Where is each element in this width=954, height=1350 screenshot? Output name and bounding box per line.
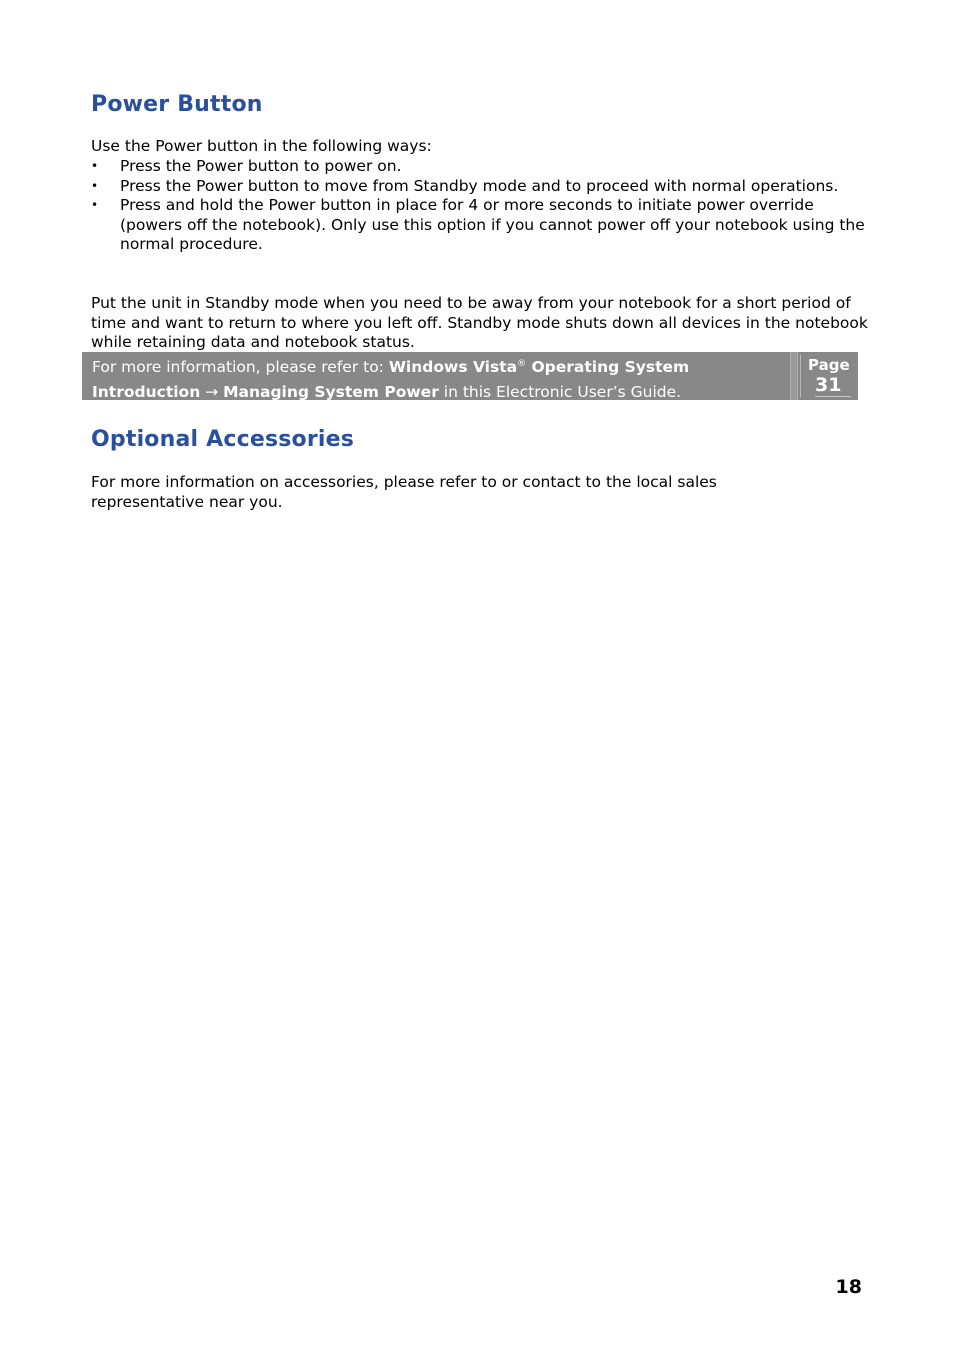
reference-box (82, 352, 858, 400)
page-number: 18 (835, 1276, 862, 1298)
bullet-icon: • (91, 198, 99, 212)
standby-paragraph: Put the unit in Standby mode when you need to be away from your notebook for a short period of time and want to return to where you left off. Standby mode shuts down all devices in the notebook while retaining data and notebook status. (91, 294, 868, 351)
power-button-usage-list (91, 157, 871, 255)
bullet-icon: • (91, 159, 99, 173)
power-button-intro: Use the Power button in the following ways: (91, 137, 432, 155)
accessories-paragraph: For more information on accessories, please refer to or contact to the local sales representative near you. (91, 473, 717, 511)
page-reference-number: 31 (815, 374, 851, 397)
page-reference-link[interactable] (800, 354, 857, 398)
list-item: • Press the Power button to power on. (91, 157, 402, 175)
bullet-icon: • (91, 178, 99, 193)
section-title-power-button: Power Button (91, 92, 263, 117)
section-title-optional-accessories: Optional Accessories (91, 427, 355, 452)
page-reference-label: Page (808, 356, 850, 374)
reference-divider (790, 352, 798, 400)
list-item: • Press the Power button to move from Standby mode and to proceed with normal operations. (91, 176, 839, 195)
reference-text: For more information, please refer to: Windows Vista® Operating System Introduction → Managing System Power in this Electronic User’s Guide. (92, 358, 690, 401)
arrow-icon: → (200, 382, 224, 401)
list-item: • Press and hold the Power button in place for 4 or more seconds to initiate power override (powers off the notebook). Only use this option if you cannot power off your notebook using the normal procedure. (91, 196, 865, 253)
